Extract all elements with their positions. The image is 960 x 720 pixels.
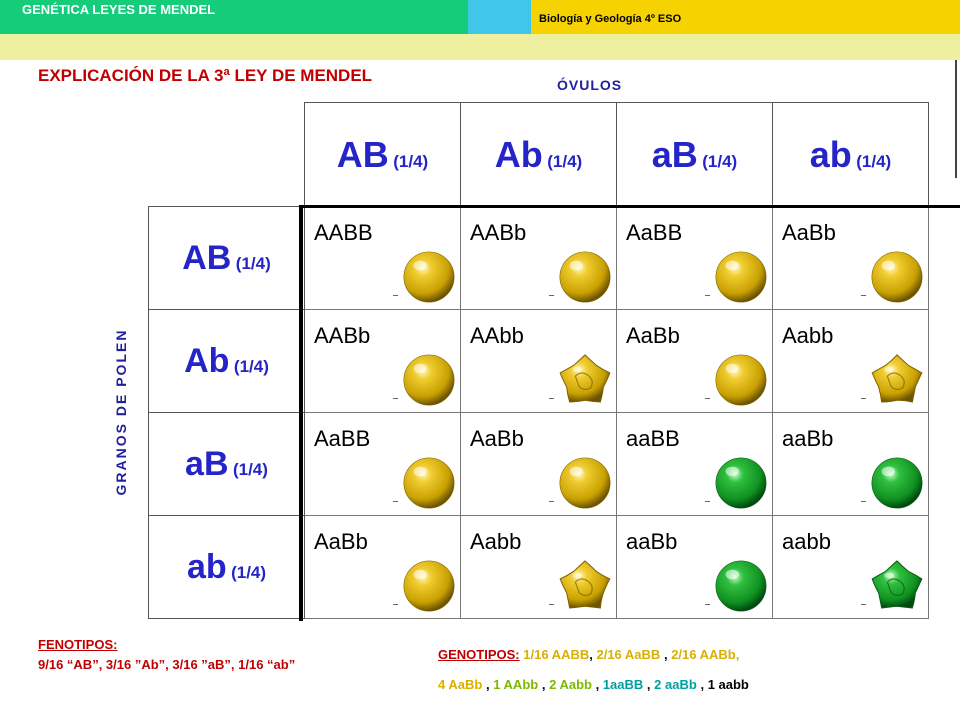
- seed-highlight: [414, 467, 428, 477]
- cell-mark: [861, 295, 866, 296]
- cell-mark: [549, 501, 554, 502]
- polen-header: [149, 207, 305, 310]
- punnett-cell: [617, 516, 773, 619]
- smooth-seed-shape: [716, 561, 766, 611]
- genotype-text: aaBB: [626, 426, 680, 451]
- punnett-cell: [305, 310, 461, 413]
- seed-image: [868, 351, 926, 409]
- genotipo-item: 4 AaBb: [438, 677, 483, 692]
- separator: ,: [663, 647, 668, 662]
- genotype-text: AABb: [314, 323, 371, 348]
- seed-image: [556, 351, 614, 409]
- gamete-label: Ab: [494, 133, 543, 175]
- cell-mark: [861, 501, 866, 502]
- seed-image: [400, 248, 458, 306]
- separator: ,: [595, 677, 600, 692]
- seed-highlight: [884, 366, 894, 372]
- punnett-cell: [305, 207, 461, 310]
- smooth-seed-shape: [872, 252, 922, 302]
- cell-mark: [705, 398, 710, 399]
- seed-image: [400, 351, 458, 409]
- genotipo-item: 1 aabb: [707, 677, 749, 692]
- genotype-text: AaBb: [470, 426, 524, 451]
- cell-mark: [549, 398, 554, 399]
- smooth-seed-shape: [716, 458, 766, 508]
- punnett-square: [148, 102, 929, 619]
- seed-highlight: [726, 364, 740, 374]
- gamete-label: aB: [185, 444, 229, 483]
- cell-mark: [393, 295, 398, 296]
- smooth-seed-shape: [560, 252, 610, 302]
- gamete-fraction: (1/4): [231, 562, 267, 582]
- thick-vertical-border: [299, 205, 303, 621]
- genotype-text: aaBb: [782, 426, 834, 451]
- cell-mark: [705, 501, 710, 502]
- genotipos-label: GENOTIPOS:: [438, 647, 520, 662]
- punnett-cell: [305, 413, 461, 516]
- cell-mark: [393, 501, 398, 502]
- wrinkled-seed-shape: [560, 355, 610, 402]
- ovulo-header: [461, 103, 617, 207]
- seed-highlight: [572, 366, 582, 372]
- cell-mark: [705, 604, 710, 605]
- gamete-fraction: (1/4): [547, 151, 583, 171]
- separator: ,: [541, 677, 546, 692]
- genotipo-item: 2/16 AaBB: [596, 647, 661, 662]
- smooth-seed-shape: [716, 252, 766, 302]
- separator: ,: [700, 677, 705, 692]
- polen-header: [149, 516, 305, 619]
- genotype-text: AaBB: [314, 426, 371, 451]
- smooth-seed-shape: [404, 355, 454, 405]
- seed-image: [868, 248, 926, 306]
- smooth-seed-shape: [716, 355, 766, 405]
- gamete-fraction: (1/4): [233, 356, 269, 376]
- seed-highlight: [414, 261, 428, 271]
- gamete-fraction: (1/4): [235, 253, 271, 273]
- genotype-text: AAbb: [470, 323, 524, 348]
- punnett-cell: [461, 413, 617, 516]
- seed-highlight: [414, 364, 428, 374]
- seed-highlight: [570, 467, 584, 477]
- cell-mark: [861, 398, 866, 399]
- seed-image: [556, 248, 614, 306]
- wrinkled-seed-shape: [872, 561, 922, 608]
- genotipo-item: 2 aaBb: [654, 677, 697, 692]
- fenotipos-label: FENOTIPOS:: [38, 637, 118, 652]
- genotipo-item: 1 AAbb: [493, 677, 539, 692]
- seed-highlight: [882, 467, 896, 477]
- genotype-text: AABB: [314, 220, 373, 245]
- seed-image: [868, 454, 926, 512]
- genotipo-item: 2/16 AABb,: [671, 647, 740, 662]
- header-light-band: [0, 34, 960, 60]
- genotipo-item: 1/16 AABB: [523, 647, 590, 662]
- gamete-label: AB: [182, 238, 232, 277]
- corner-cell: [149, 103, 305, 207]
- smooth-seed-shape: [404, 458, 454, 508]
- seed-highlight: [572, 572, 582, 578]
- polen-label: GRANOS DE POLEN: [113, 328, 129, 496]
- seed-image: [712, 248, 770, 306]
- ovulos-label: ÓVULOS: [557, 77, 623, 93]
- seed-image: [712, 557, 770, 615]
- seed-image: [400, 557, 458, 615]
- seed-highlight: [726, 261, 740, 271]
- seed-highlight: [884, 572, 894, 578]
- polen-header: [149, 310, 305, 413]
- seed-highlight: [882, 261, 896, 271]
- seed-highlight: [726, 467, 740, 477]
- cell-mark: [705, 295, 710, 296]
- gamete-label: ab: [809, 133, 852, 175]
- fenotipos-text: 9/16 “AB”, 3/16 ”Ab”, 3/16 ”aB”, 1/16 “ab”: [38, 657, 296, 672]
- punnett-cell: [773, 310, 929, 413]
- punnett-cell: [617, 310, 773, 413]
- genotype-text: AaBb: [314, 529, 368, 554]
- separator: ,: [646, 677, 651, 692]
- punnett-cell: [773, 516, 929, 619]
- genotype-text: aabb: [782, 529, 831, 554]
- separator: ,: [485, 677, 490, 692]
- separator: ,: [589, 647, 593, 662]
- ovulo-header: [773, 103, 929, 207]
- gamete-label: AB: [336, 133, 389, 175]
- punnett-cell: [461, 516, 617, 619]
- cell-mark: [393, 604, 398, 605]
- page-heading: EXPLICACIÓN DE LA 3ª LEY DE MENDEL: [38, 66, 373, 85]
- header-subtitle: Biología y Geología 4º ESO: [539, 13, 682, 25]
- punnett-cell: [617, 413, 773, 516]
- genotype-text: AaBb: [782, 220, 836, 245]
- genotipo-item: 1aaBB: [602, 677, 644, 692]
- punnett-cell: [773, 413, 929, 516]
- smooth-seed-shape: [404, 252, 454, 302]
- punnett-cell: [305, 516, 461, 619]
- wrinkled-seed-shape: [872, 355, 922, 402]
- header-title: GENÉTICA LEYES DE MENDEL: [22, 2, 216, 17]
- smooth-seed-shape: [872, 458, 922, 508]
- cell-mark: [861, 604, 866, 605]
- gamete-fraction: (1/4): [232, 459, 268, 479]
- gamete-fraction: (1/4): [393, 151, 429, 171]
- ovulo-header: [617, 103, 773, 207]
- genotipos-line-1: [438, 647, 739, 662]
- thick-horizontal-border: [299, 205, 960, 208]
- seed-highlight: [726, 570, 740, 580]
- wrinkled-seed-shape: [560, 561, 610, 608]
- smooth-seed-shape: [560, 458, 610, 508]
- seed-image: [556, 454, 614, 512]
- genotype-text: AaBB: [626, 220, 683, 245]
- gamete-label: aB: [651, 133, 698, 175]
- seed-image: [400, 454, 458, 512]
- seed-image: [712, 454, 770, 512]
- seed-image: [868, 557, 926, 615]
- genotype-text: AaBb: [626, 323, 680, 348]
- polen-header: [149, 413, 305, 516]
- genotipo-item: 2 Aabb: [549, 677, 592, 692]
- genotipos-line-2: [438, 677, 749, 692]
- seed-highlight: [414, 570, 428, 580]
- genotype-text: aaBb: [626, 529, 678, 554]
- cell-mark: [549, 604, 554, 605]
- punnett-cell: [617, 207, 773, 310]
- seed-highlight: [570, 261, 584, 271]
- cell-mark: [393, 398, 398, 399]
- genotype-text: Aabb: [470, 529, 522, 554]
- gamete-fraction: (1/4): [856, 151, 892, 171]
- header-blue-band: [468, 0, 531, 34]
- genotype-text: AABb: [470, 220, 527, 245]
- seed-image: [712, 351, 770, 409]
- genotype-text: Aabb: [782, 323, 834, 348]
- smooth-seed-shape: [404, 561, 454, 611]
- ovulo-header: [305, 103, 461, 207]
- right-divider: [955, 60, 957, 178]
- punnett-cell: [461, 310, 617, 413]
- gamete-label: Ab: [184, 341, 230, 380]
- gamete-label: ab: [186, 547, 227, 586]
- punnett-cell: [773, 207, 929, 310]
- punnett-cell: [461, 207, 617, 310]
- seed-image: [556, 557, 614, 615]
- cell-mark: [549, 295, 554, 296]
- gamete-fraction: (1/4): [702, 151, 738, 171]
